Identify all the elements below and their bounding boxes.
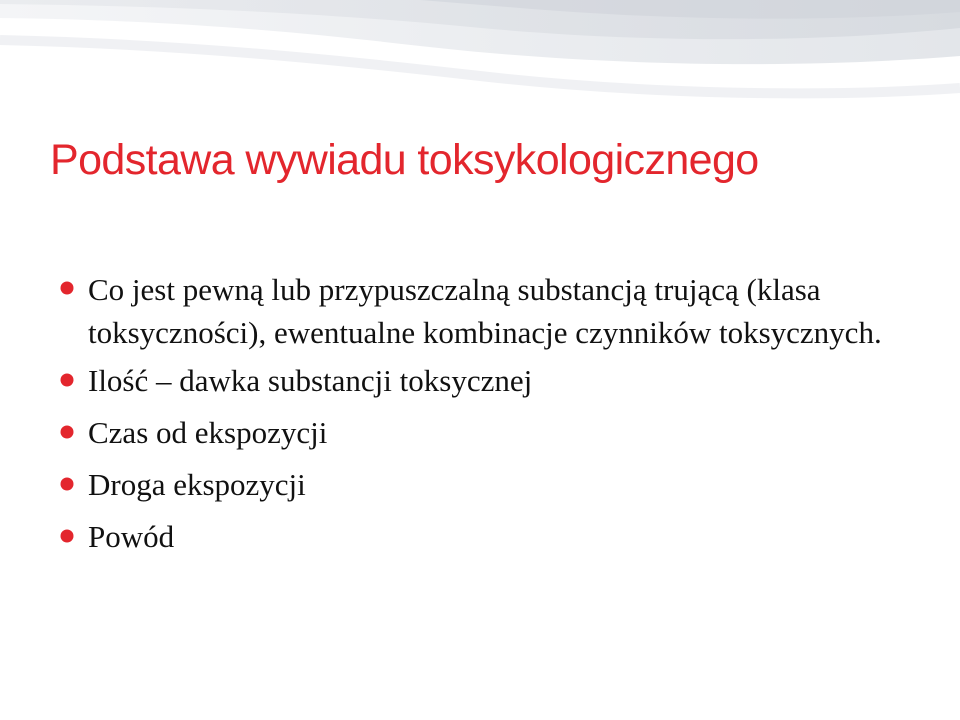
bullet-text: Powód [88, 519, 175, 554]
bullet-text: Ilość – dawka substancji toksycznej [88, 363, 533, 398]
bullet-text: Droga ekspozycji [88, 467, 306, 502]
red-dot-icon [60, 425, 74, 439]
bullet-item-route [88, 464, 888, 506]
bullet-item-reason [88, 516, 888, 558]
bullet-text: Czas od ekspozycji [88, 415, 328, 450]
bullet-list [88, 268, 888, 568]
bullet-item-substance [88, 268, 888, 354]
red-dot-icon [60, 529, 74, 543]
slide-title: Podstawa wywiadu toksykologicznego [50, 136, 759, 184]
bullet-item-dose [88, 360, 888, 402]
red-dot-icon [60, 477, 74, 491]
red-dot-icon [60, 373, 74, 387]
bullet-item-time [88, 412, 888, 454]
header-swoosh-decoration [0, 0, 960, 120]
bullet-text: Co jest pewną lub przypuszczalną substancją trującą (klasa toksyczności), ewentualne kombinacje czynników toksycznych. [88, 272, 882, 350]
red-dot-icon [60, 281, 74, 295]
